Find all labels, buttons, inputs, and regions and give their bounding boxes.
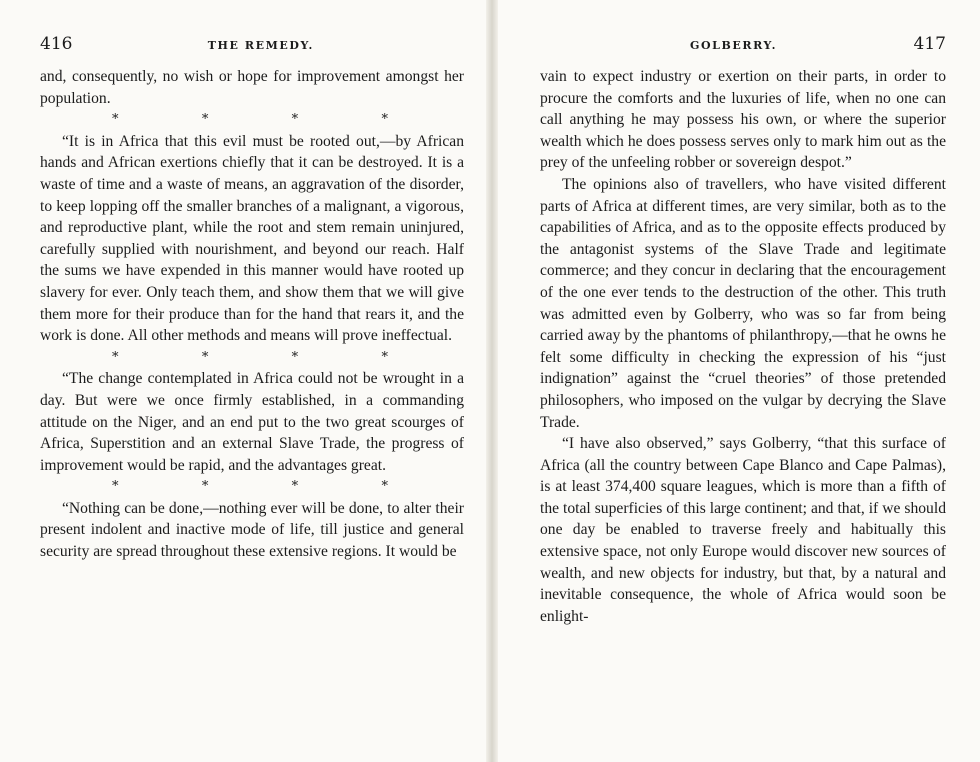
- asterisk: *: [291, 479, 299, 495]
- asterisk: *: [201, 349, 209, 365]
- right-page-header: [540, 34, 946, 66]
- asterisk: *: [112, 349, 119, 365]
- asterisk: *: [201, 112, 209, 128]
- asterisk: *: [381, 349, 388, 365]
- running-head: THE REMEDY.: [207, 39, 314, 52]
- asterisk: *: [112, 112, 119, 128]
- asterisk: *: [291, 349, 299, 365]
- running-head: GOLBERRY.: [690, 39, 778, 52]
- section-break: [40, 476, 464, 498]
- page-number: 417: [913, 34, 946, 54]
- paragraph: “It is in Africa that this evil must be rooted out,—by African hands and African exertions chiefly that it can be destroyed. It is a waste of time and a waste of means, an aggravation of the disorder, to keep lopping off the smaller branches of a malignant, a vigorous, and reproductive plant, while the root and stem remain uninjured, carefully supplied with nourishment, and beyond our reach. Half the sums we have expended in this manner would have rooted up slavery for ever. Only teach them, and show them that we will give them more for their produce than for the hand that rears it, and the work is done. All other methods and means will prove ineffectual.: [40, 132, 464, 345]
- paragraph: and, consequently, no wish or hope for improvement amongst her population.: [40, 68, 464, 107]
- paragraph: vain to expect industry or exertion on their parts, in order to procure the comforts and the luxuries of life, when no one can call anything he may possess his own, or where the superior wealth which he does possess serves only to mark him out as the prey of the unfeeling robber or sovereign despot.”: [540, 68, 946, 172]
- paragraph: “I have also observed,” says Golberry, “that this surface of Africa (all the country between Cape Blanco and Cape Palmas), is at least 374,400 square leagues, which is more than a fifth of the total superficies of this large continent; and that, if we should one day be enabled to traverse freely and habitually this extensive space, not only Europe would discover new sources of wealth, and new objects for industry, but that, by a natural and inevitable consequence, the whole of Africa would soon be enlight-: [540, 435, 946, 625]
- paragraph: “Nothing can be done,—nothing ever will be done, to alter their present indolent and inactive mode of life, till justice and general security are spread throughout these extensive regions. It would be: [40, 499, 464, 561]
- page-number: 416: [40, 34, 73, 54]
- asterisk: *: [112, 479, 119, 495]
- asterisk: *: [381, 479, 388, 495]
- paragraph: “The change contemplated in Africa could not be wrought in a day. But were we once firmly established, in a commanding attitude on the Niger, and an end put to the two great scourges of Africa, Superstition and an external Slave Trade, the progress of improvement would be rapid, and the advantages great.: [40, 370, 464, 474]
- paragraph: The opinions also of travellers, who have visited different parts of Africa at different times, are very similar, both as to the capabilities of Africa, and as to the opposite effects produced by the antagonist systems of the Slave Trade and legitimate commerce; and they concur in declaring that the encouragement of the one ever tends to the destruction of the other. This truth was admitted even by Golberry, who was so far from being carried away by the phantoms of philanthropy,—that he owns he felt some difficulty in checking the expression of his “just indignation” against the “cruel theories” of those pretended philosophers, who imposed on the vulgar by decrying the Slave Trade.: [540, 175, 946, 431]
- book-gutter: [486, 0, 498, 762]
- left-page-header: [40, 34, 464, 66]
- right-page: [492, 0, 980, 762]
- asterisk: *: [381, 112, 388, 128]
- asterisk: *: [201, 479, 209, 495]
- section-break: [40, 347, 464, 369]
- asterisk: *: [291, 112, 299, 128]
- section-break: [40, 109, 464, 131]
